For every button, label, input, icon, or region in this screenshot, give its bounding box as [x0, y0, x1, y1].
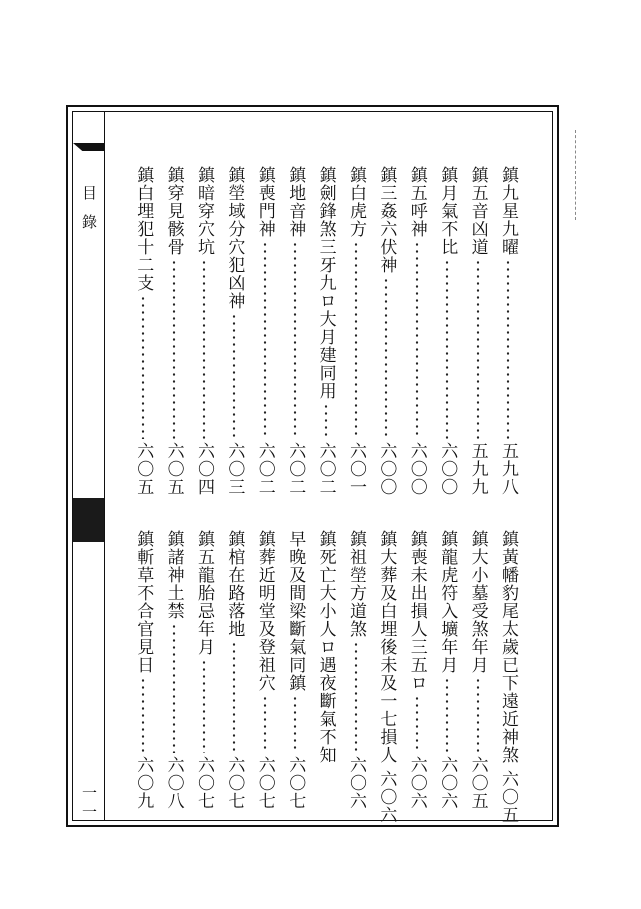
dot-leader	[223, 313, 245, 439]
toc-entry-title: 鎮穿見骸骨	[163, 166, 184, 256]
toc-entry-title: 鎮諸神土禁	[163, 530, 184, 620]
toc-entry-page: 六〇七	[254, 756, 275, 810]
dot-leader	[254, 695, 276, 753]
margin-mark	[575, 130, 578, 220]
toc-entry-title: 鎮大小墓受煞年月	[467, 530, 488, 674]
toc-entry-page: 六〇六	[406, 756, 427, 810]
toc-entry-title: 鎮劍鋒煞三牙九ロ大月建同用	[315, 166, 336, 400]
dot-leader	[223, 641, 245, 753]
toc-entry-page: 六〇九	[133, 756, 154, 810]
toc-entry	[254, 166, 276, 496]
toc-entry-page: 六〇四	[194, 442, 214, 496]
toc-entry	[345, 530, 367, 810]
toc-entry-page: 六〇七	[224, 756, 245, 810]
toc-entry-title: 鎮喪未出損人三五ロ	[406, 530, 427, 692]
toc-entry-title: 鎮白埋犯十二支	[133, 166, 154, 292]
toc-entry-title: 早晚及間梁斷氣同鎮	[285, 530, 306, 692]
toc-entry	[497, 530, 519, 824]
dot-leader	[132, 295, 154, 439]
toc-entry	[375, 166, 397, 496]
dot-leader	[284, 241, 306, 439]
dot-leader	[163, 259, 185, 439]
toc-entry	[375, 530, 397, 824]
toc-entry-title: 鎮白虎方	[346, 166, 366, 238]
toc-entry-title: 鎮大葬及白埋後未及一七損人	[376, 530, 397, 764]
toc-entry	[315, 166, 337, 496]
toc-entry-page: 六〇七	[194, 756, 214, 810]
dot-leader	[436, 677, 458, 753]
toc-entry-page: 五九九	[467, 442, 488, 496]
toc-entry-title: 鎮三姦六伏神	[376, 166, 397, 274]
toc-entry-title: 鎮五呼神	[406, 166, 427, 238]
dot-leader	[315, 403, 337, 439]
dot-leader	[375, 277, 397, 439]
dot-leader	[406, 241, 428, 439]
toc-entry-title: 鎮棺在路落地	[224, 530, 245, 638]
dot-leader	[132, 677, 154, 753]
toc-entry	[254, 530, 276, 810]
toc-entry	[436, 530, 458, 810]
toc-entry-title: 鎮塋域分穴犯凶神	[224, 166, 245, 310]
toc-entry	[132, 166, 154, 496]
toc-entry-page: 六〇八	[163, 756, 184, 810]
toc-entry	[406, 530, 428, 810]
toc-entry	[315, 530, 337, 810]
spine-ornament-block	[73, 498, 104, 542]
toc-entry-page: 六〇〇	[406, 442, 427, 496]
toc-entry-title: 鎮月氣不比	[437, 166, 458, 256]
toc-entry	[193, 166, 215, 496]
dot-leader	[254, 241, 276, 439]
toc-entry-title: 鎮祖塋方道煞	[346, 530, 366, 638]
toc-entry	[132, 530, 154, 810]
toc-entry-title: 鎮斬草不合官見日	[133, 530, 154, 674]
dot-leader	[406, 695, 428, 753]
toc-entry-title: 鎮地音神	[285, 166, 306, 238]
toc-entry-page: 六〇五	[133, 442, 154, 496]
toc-entry-page: 六〇五	[498, 770, 518, 824]
toc-entry	[284, 166, 306, 496]
toc-entry-page: 六〇五	[467, 756, 488, 810]
toc-entry-title: 鎮喪門神	[254, 166, 275, 238]
toc-entry-page: 六〇六	[437, 756, 458, 810]
toc-entry-title: 鎮葬近明堂及登祖穴	[254, 530, 275, 692]
dot-leader	[193, 259, 215, 439]
spine-title: 目錄	[80, 185, 98, 243]
dot-leader	[436, 259, 458, 439]
toc-entry	[406, 166, 428, 496]
toc-entry-title: 鎮九星九曜	[498, 166, 518, 256]
toc-entry-title: 鎮暗穿穴坑	[194, 166, 214, 256]
toc-entry	[223, 166, 245, 496]
toc-entry	[163, 166, 185, 496]
toc-entry	[284, 530, 306, 810]
toc-entry-page: 六〇五	[163, 442, 184, 496]
toc-entry-page: 六〇三	[224, 442, 245, 496]
toc-entry-page: 六〇七	[285, 756, 306, 810]
toc-entry-page: 六〇二	[254, 442, 275, 496]
dot-leader	[284, 695, 306, 753]
toc-entry-title: 鎮死亡大小人ロ遇夜斷氣不知	[315, 530, 336, 764]
dot-leader	[193, 659, 215, 753]
dot-leader	[345, 641, 367, 753]
toc-entry-title: 鎮黃幡豹尾太歲已下遠近神煞	[498, 530, 518, 764]
toc-entry	[436, 166, 458, 496]
toc-entry-title: 鎮龍虎符入壙年月	[437, 530, 458, 674]
toc-entry	[345, 166, 367, 496]
toc-entry-page: 六〇二	[285, 442, 306, 496]
toc-entry	[497, 166, 519, 496]
toc-entry	[163, 530, 185, 810]
toc-entry	[467, 530, 489, 810]
toc-entry-page: 六〇六	[346, 756, 366, 810]
spine-divider	[104, 111, 105, 821]
toc-entry-title: 鎮五龍胎忌年月	[194, 530, 214, 656]
page-number: 一一	[80, 785, 98, 823]
dot-leader	[467, 677, 489, 753]
dot-leader	[467, 259, 489, 439]
toc-entry	[223, 530, 245, 810]
toc-entry	[467, 166, 489, 496]
toc-entry-title: 鎮五音凶道	[467, 166, 488, 256]
toc-entry-page: 五九八	[498, 442, 518, 496]
toc-entry-page: 六〇一	[346, 442, 366, 496]
toc-entry-page: 六〇六	[376, 770, 397, 824]
toc-entry-page: 六〇〇	[437, 442, 458, 496]
dot-leader	[345, 241, 367, 439]
dot-leader	[163, 623, 185, 753]
toc-entry-page: 六〇二	[315, 442, 336, 496]
dot-leader	[497, 259, 519, 439]
toc-entry	[193, 530, 215, 810]
toc-entry-page: 六〇〇	[376, 442, 397, 496]
